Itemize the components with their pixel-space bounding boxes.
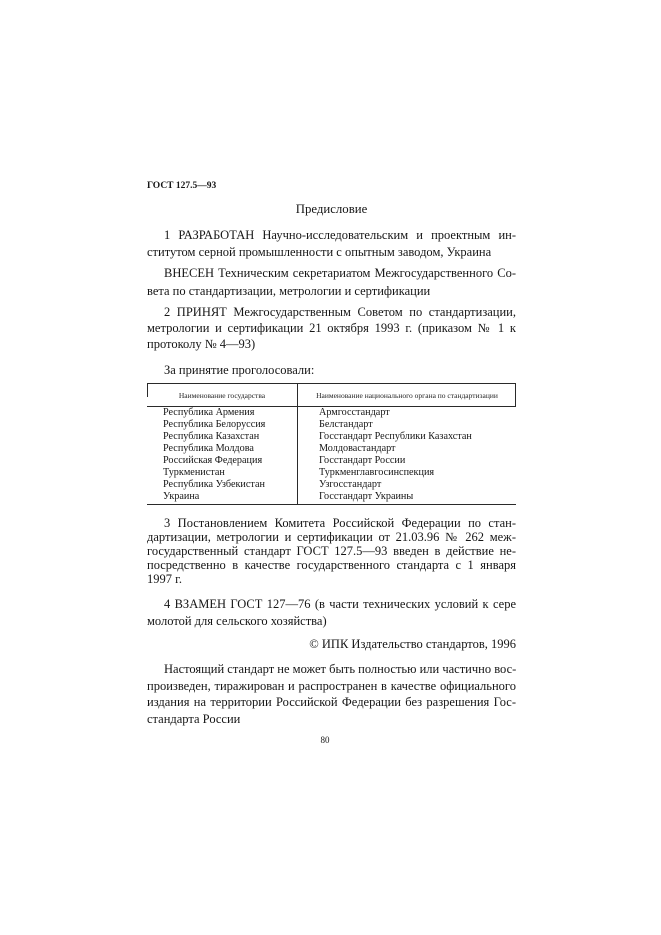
country-cell: Российская Федерация [163,455,263,466]
standards-body-cell: Туркменглавгосинспекция [319,467,435,478]
submitted-paragraph [147,265,516,300]
header-standards-body: Наименование национального органа по стандартизации [316,390,498,400]
standards-body-cell: Госстандарт Республики Казахстан [319,431,472,442]
table-bottom-rule [147,504,516,505]
standards-body-cell: Узгосстандарт [319,479,382,490]
paragraph-line: издания на территории Российской Федерации без разрешения Гос- [147,695,516,709]
adopted-paragraph [147,304,516,352]
standard-code: ГОСТ 127.5—93 [147,181,217,191]
paragraph-line: ститутом серной промышленности с опытным заводом, Украина [147,245,492,259]
table-body [147,407,516,503]
copyright-notice: © ИПК Издательство стандартов, 1996 [309,637,516,651]
paragraph-line: 4 ВЗАМЕН ГОСТ 127—76 (в части технических условий к сере [164,597,516,611]
voted-label: За принятие проголосовали: [164,363,315,377]
paragraph-line: государственный стандарт ГОСТ 127.5—93 введен в действие не- [147,544,516,558]
voted-label-block [147,362,516,378]
country-cell: Республика Армения [163,407,255,418]
country-cell: Республика Молдова [163,443,254,454]
table-row [147,491,516,503]
paragraph-line: 1997 г. [147,572,182,586]
table-row [147,479,516,491]
paragraph-line: дартизации, метрологии и сертификации от 21.03.96 № 262 меж- [147,530,516,544]
preface-title: Предисловие [295,202,368,216]
country-cell: Украина [163,491,200,502]
header-country: Наименование государства [178,390,266,400]
table-row [147,467,516,479]
replaces-paragraph [147,596,516,630]
standards-body-cell: Госстандарт Украины [319,491,414,502]
standards-body-cell: Армгосстандарт [319,407,390,418]
country-cell: Республика Белоруссия [163,419,266,430]
voting-table [147,383,516,505]
country-cell: Республика Узбекистан [163,479,265,490]
reproduction-notice [147,661,516,727]
enacted-paragraph [147,516,516,586]
developed-paragraph [147,227,516,261]
standards-body-cell: Белстандарт [319,419,373,430]
standards-body-cell: Госстандарт России [319,455,406,466]
standards-body-cell: Молдовастандарт [319,443,396,454]
paragraph-line: ВНЕСЕН Техническим секретариатом Межгосударственного Со- [164,266,516,280]
table-row [147,443,516,455]
table-row [147,431,516,443]
table-row [147,419,516,431]
paragraph-line: 1 РАЗРАБОТАН Научно-исследовательским и проектным ин- [164,228,516,242]
paragraph-line: произведен, тиражирован и распространен в качестве официального [147,678,516,693]
paragraph-line: 3 Постановлением Комитета Российской Федерации по стан- [164,516,516,530]
paragraph-line: стандарта России [147,711,241,726]
table-row [147,407,516,419]
country-cell: Республика Казахстан [163,431,260,442]
paragraph-line: метрологии и сертификации 21 октября 1993 г. (приказом № 1 к [147,321,516,335]
table-row [147,455,516,467]
paragraph-line: протоколу № 4—93) [147,337,256,351]
paragraph-line: 2 ПРИНЯТ Межгосударственным Советом по стандартизации, [164,305,516,319]
page-number: 80 [320,735,330,745]
paragraph-line: вета по стандартизации, метрологии и сертификации [147,283,431,298]
paragraph-line: посредственно в качестве государственного стандарта с 1 января [147,558,516,572]
paragraph-line: молотой для сельского хозяйства) [147,614,327,628]
country-cell: Туркменистан [163,467,225,478]
paragraph-line: Настоящий стандарт не может быть полностью или частично вос- [164,662,517,676]
